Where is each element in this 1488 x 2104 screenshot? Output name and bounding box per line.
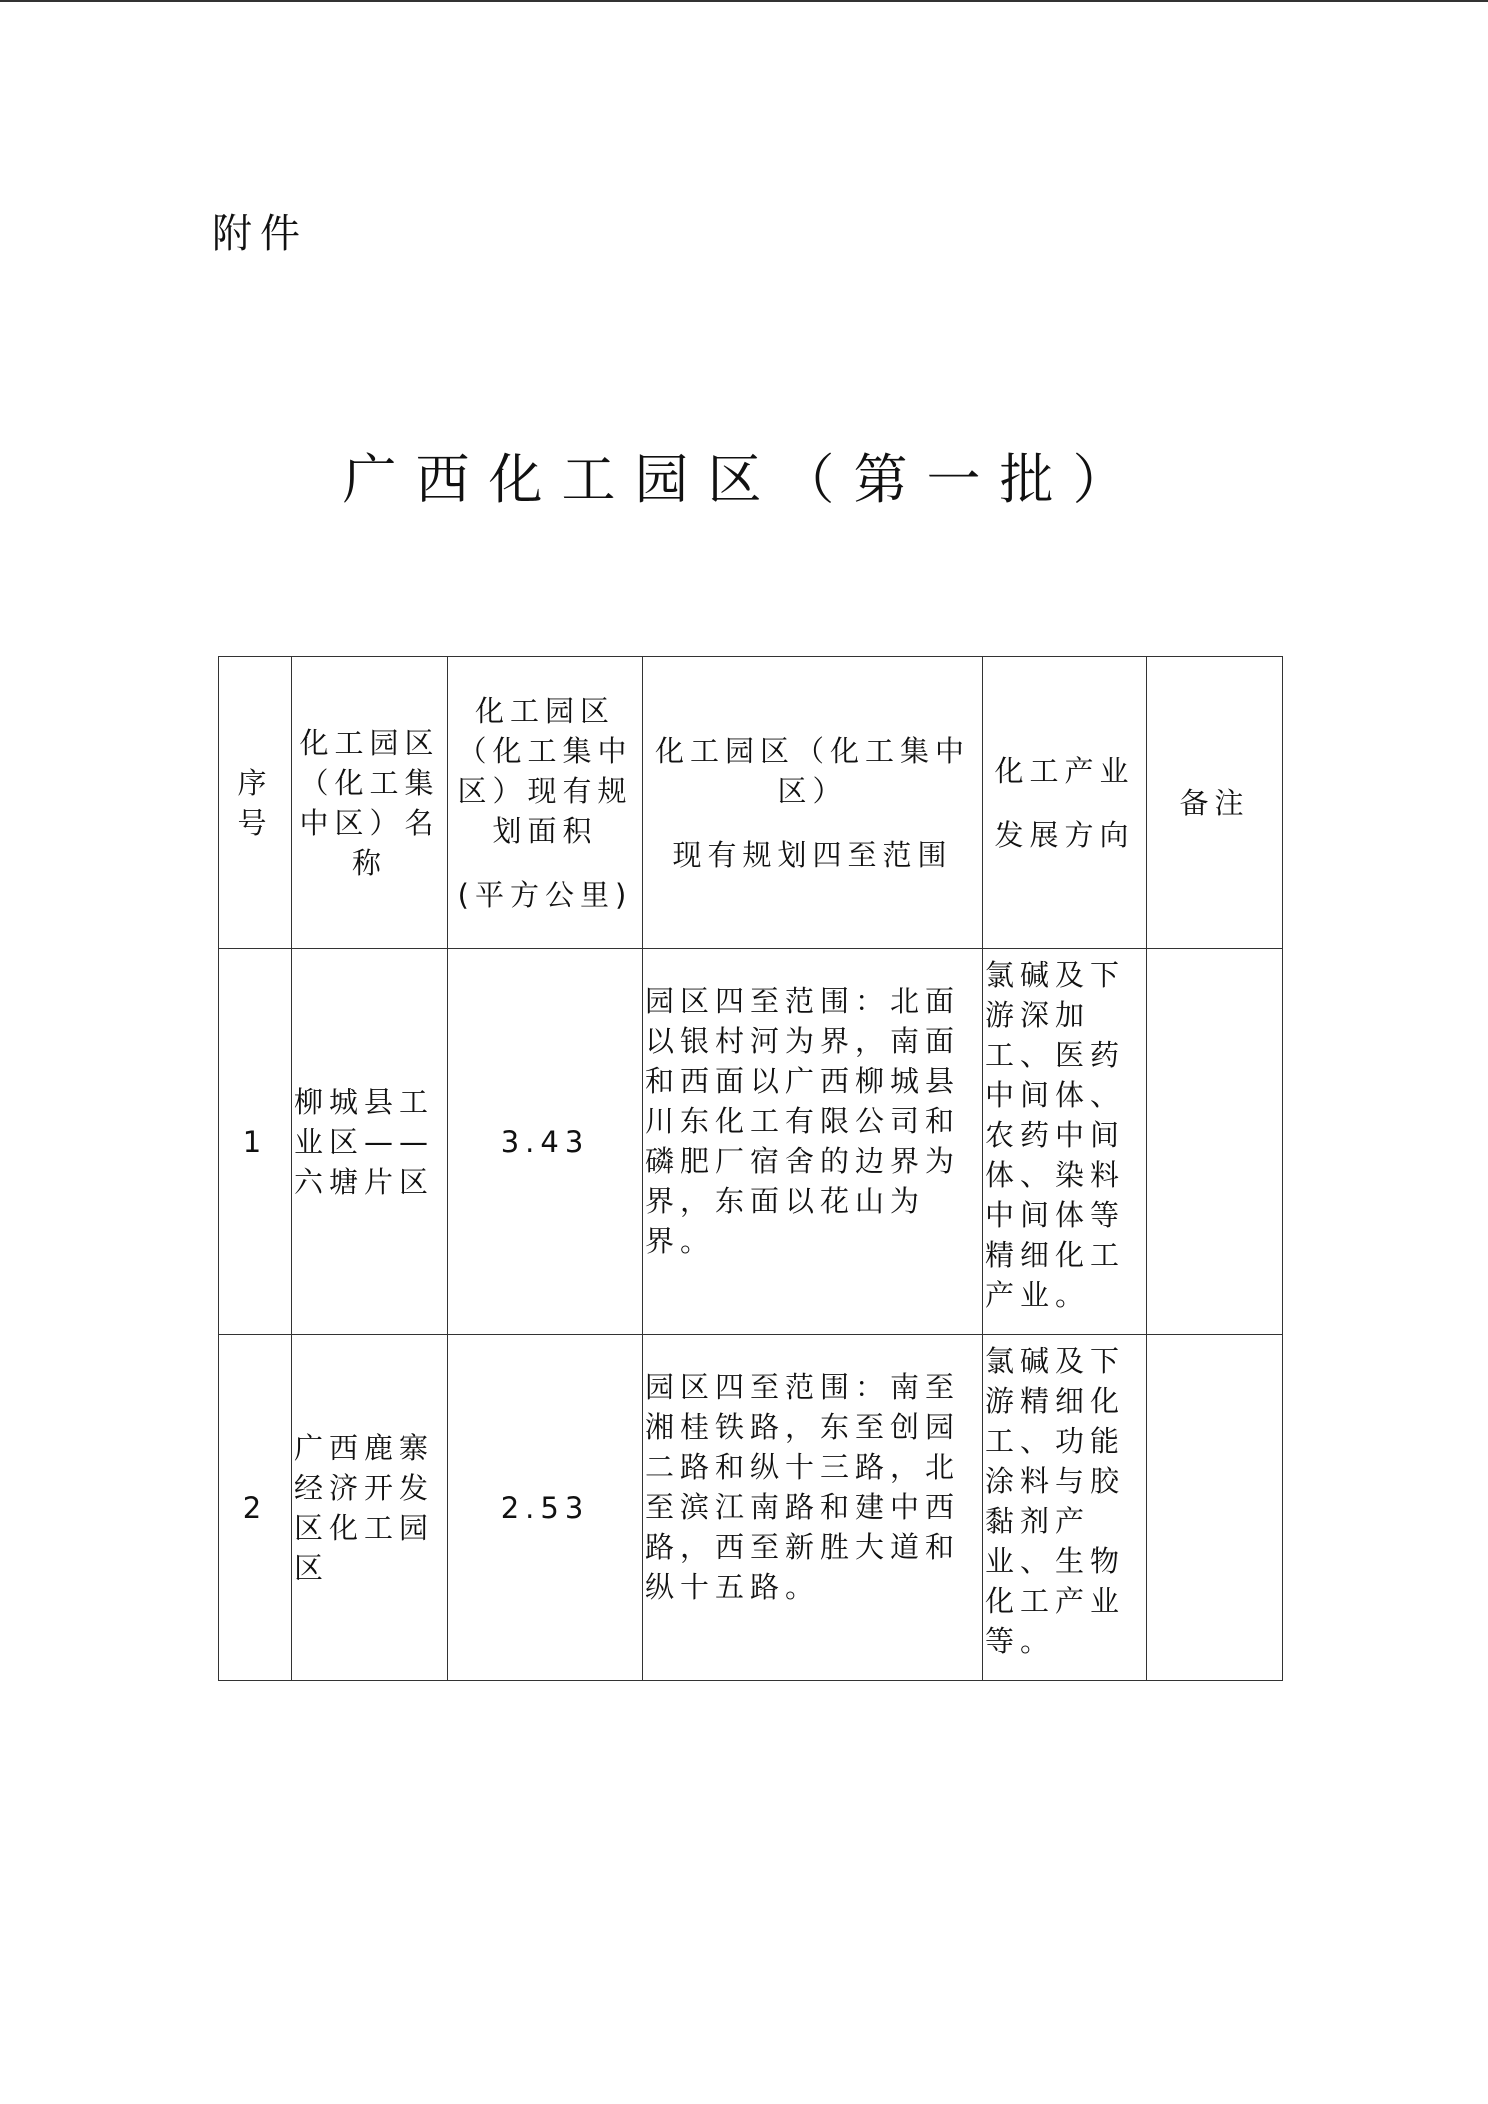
chemical-parks-table (218, 656, 1283, 1681)
row-remark (1147, 949, 1283, 1335)
header-index: 序号 (219, 657, 292, 949)
row-index: 1 (219, 949, 292, 1335)
document-title: 广西化工园区（第一批） (342, 448, 1146, 511)
header-area-unit: (平方公里) (457, 877, 633, 912)
table-header-row (219, 657, 1283, 949)
header-area (448, 657, 643, 949)
header-scope-title: 化工园区（化工集中区） (654, 733, 970, 808)
page-top-border (0, 0, 1488, 2)
row-scope: 园区四至范围：南至湘桂铁路，东至创园二路和纵十三路，北至滨江南路和建中西路，西至新胜大道和纵十五路。 (643, 1335, 983, 1681)
header-direction-line1: 化工产业 (994, 753, 1135, 788)
row-index: 2 (219, 1335, 292, 1681)
row-park-name: 柳城县工业区——六塘片区 (292, 949, 448, 1335)
row-direction: 氯碱及下游深加工、医药中间体、农药中间体、染料中间体等精细化工产业。 (983, 949, 1147, 1335)
header-remark: 备注 (1147, 657, 1283, 949)
row-remark (1147, 1335, 1283, 1681)
row-area: 2.53 (448, 1335, 643, 1681)
row-scope: 园区四至范围：北面以银村河为界，南面和西面以广西柳城县川东化工有限公司和磷肥厂宿舍的边界为界，东面以花山为界。 (643, 949, 983, 1335)
header-direction-line2: 发展方向 (994, 817, 1135, 852)
attachment-label: 附件 (212, 211, 308, 257)
header-scope-subtitle: 现有规划四至范围 (672, 837, 953, 872)
row-direction: 氯碱及下游精细化工、功能涂料与胶黏剂产业、生物化工产业等。 (983, 1335, 1147, 1681)
header-name: 化工园区（化工集中区）名称 (292, 657, 448, 949)
row-area: 3.43 (448, 949, 643, 1335)
header-area-title: 化工园区（化工集中区）现有规划面积 (457, 693, 633, 848)
table-row (219, 949, 1283, 1335)
header-direction (983, 657, 1147, 949)
table-row (219, 1335, 1283, 1681)
row-park-name: 广西鹿寨经济开发区化工园区 (292, 1335, 448, 1681)
header-scope (643, 657, 983, 949)
